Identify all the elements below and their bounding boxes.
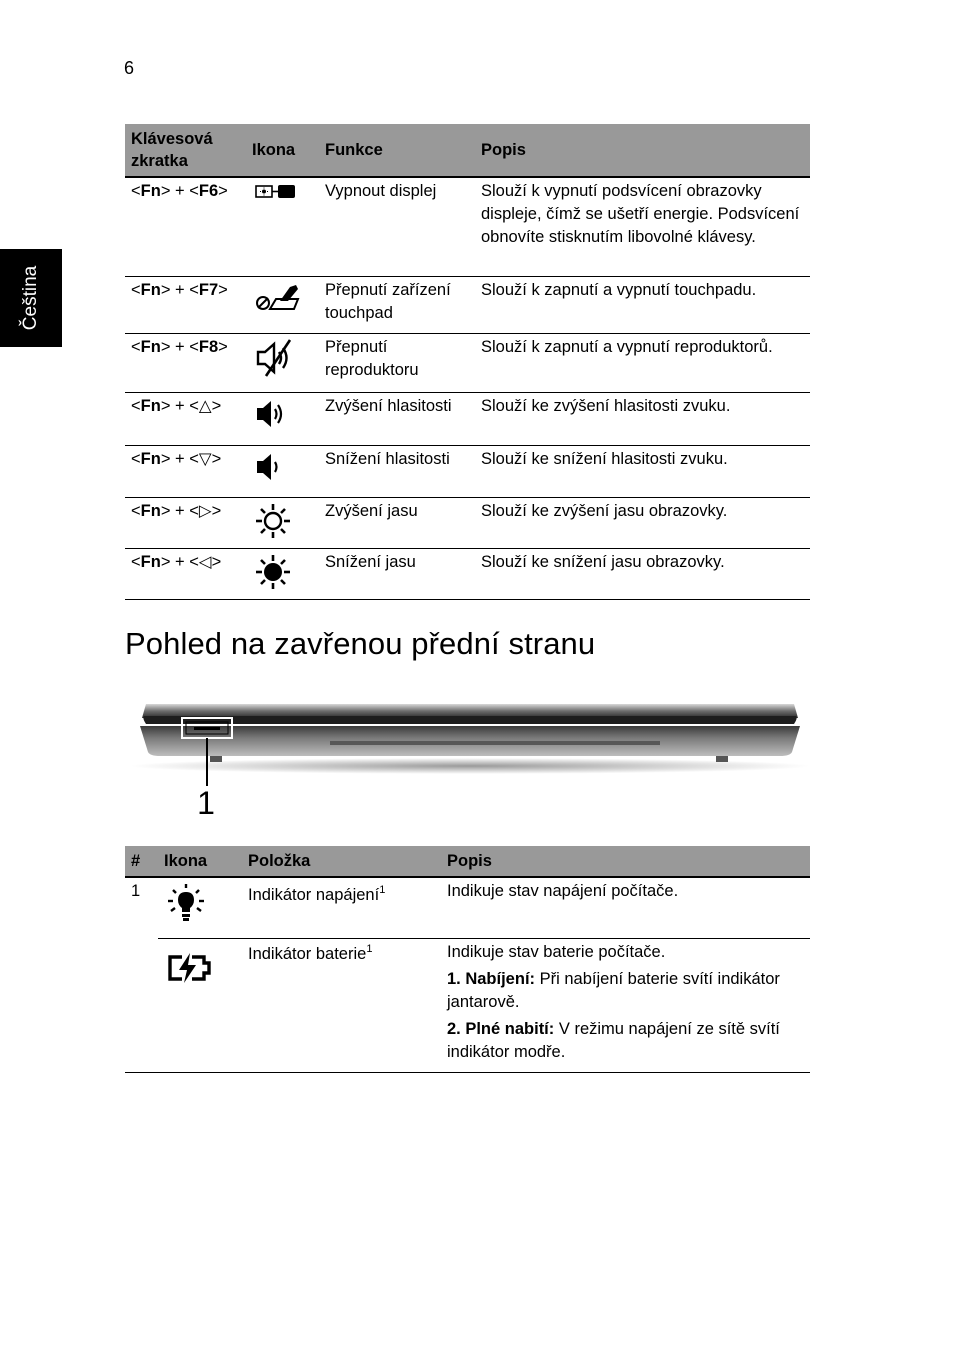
header-key: Klávesová zkratka — [125, 124, 246, 177]
function-description: Slouží ke zvýšení hlasitosti zvuku. — [481, 396, 731, 415]
item-name: Indikátor baterie$^1$ — [242, 939, 441, 1073]
function-name: Snížení jasu — [325, 552, 416, 571]
function-name: Přepnutí reproduktoru — [325, 337, 419, 379]
callout-number: 1 — [197, 785, 215, 820]
battery-indicator-icon — [166, 953, 212, 983]
key-combo: <Fn> + <△> — [131, 396, 222, 415]
header-number: # — [125, 846, 158, 877]
language-side-tab — [0, 249, 62, 347]
function-description: Slouží k vypnutí podsvícení obrazovky displeje, čímž se ušetří energie. Podsvícení obnovíte stisknutím libovolné klávesy. — [481, 182, 800, 246]
front-view-table — [125, 846, 810, 1073]
volume-down-icon — [254, 450, 288, 484]
item-number: 1 — [131, 882, 141, 900]
function-name: Zvýšení hlasitosti — [325, 396, 452, 415]
hotkeys-table — [125, 124, 810, 600]
function-name: Zvýšení jasu — [325, 501, 418, 520]
table-row — [125, 177, 810, 276]
function-name: Vypnout displej — [325, 182, 437, 200]
power-indicator-icon — [166, 884, 206, 924]
table-row — [125, 548, 810, 599]
key-combo: <Fn> + <▷> — [131, 501, 222, 520]
item-description — [441, 939, 810, 1073]
table-row — [125, 392, 810, 445]
table-row — [125, 497, 810, 548]
item-name: Indikátor napájení$^1$ — [248, 884, 386, 904]
function-description: Slouží k zapnutí a vypnutí touchpadu. — [481, 280, 757, 299]
function-name: Snížení hlasitosti — [325, 449, 450, 468]
function-description: Slouží ke snížení hlasitosti zvuku. — [481, 449, 728, 468]
hotkeys-header-row — [125, 124, 810, 177]
header-description: Popis — [441, 846, 810, 877]
key-combo: <Fn> + <F7> — [131, 280, 228, 299]
front-header-row — [125, 846, 810, 877]
page-number: 6 — [124, 58, 135, 78]
speaker-toggle-icon — [254, 338, 296, 378]
function-description: Slouží k zapnutí a vypnutí reproduktorů. — [481, 337, 773, 356]
key-combo: <Fn> + <F6> — [131, 182, 228, 200]
item-description: Indikuje stav napájení počítače. — [447, 882, 679, 900]
brightness-up-icon — [254, 502, 292, 540]
table-row — [125, 333, 810, 392]
key-combo: <Fn> + <◁> — [131, 552, 222, 571]
header-icon: Ikona — [246, 124, 319, 177]
display-off-icon — [254, 182, 298, 202]
side-tab-label: Čeština — [20, 265, 41, 331]
function-name: Přepnutí zařízení touchpad — [325, 280, 451, 322]
header-description: Popis — [475, 124, 810, 177]
key-combo: <Fn> + <▽> — [131, 449, 222, 468]
laptop-front-illustration — [130, 700, 810, 820]
header-icon: Ikona — [158, 846, 242, 877]
section-title: Pohled na zavřenou přední stranu — [125, 626, 596, 661]
header-item: Položka — [242, 846, 441, 877]
table-row — [125, 276, 810, 333]
brightness-down-icon — [254, 553, 292, 591]
table-row — [125, 939, 810, 1073]
table-row — [125, 877, 810, 939]
battery-status-text: Indikuje stav baterie počítače. — [447, 943, 666, 961]
header-function: Funkce — [319, 124, 475, 177]
charging-note: 1. Nabíjení: Při nabíjení baterie svítí indikátor jantarově. — [447, 970, 780, 1011]
function-description: Slouží ke snížení jasu obrazovky. — [481, 552, 725, 571]
function-description: Slouží ke zvýšení jasu obrazovky. — [481, 501, 728, 520]
key-combo: <Fn> + <F8> — [131, 337, 228, 356]
table-row — [125, 445, 810, 497]
touchpad-toggle-icon — [254, 281, 302, 313]
full-charge-note: 2. Plné nabití: V režimu napájení ze sítě svítí indikátor modře. — [447, 1020, 780, 1061]
volume-up-icon — [254, 397, 288, 431]
